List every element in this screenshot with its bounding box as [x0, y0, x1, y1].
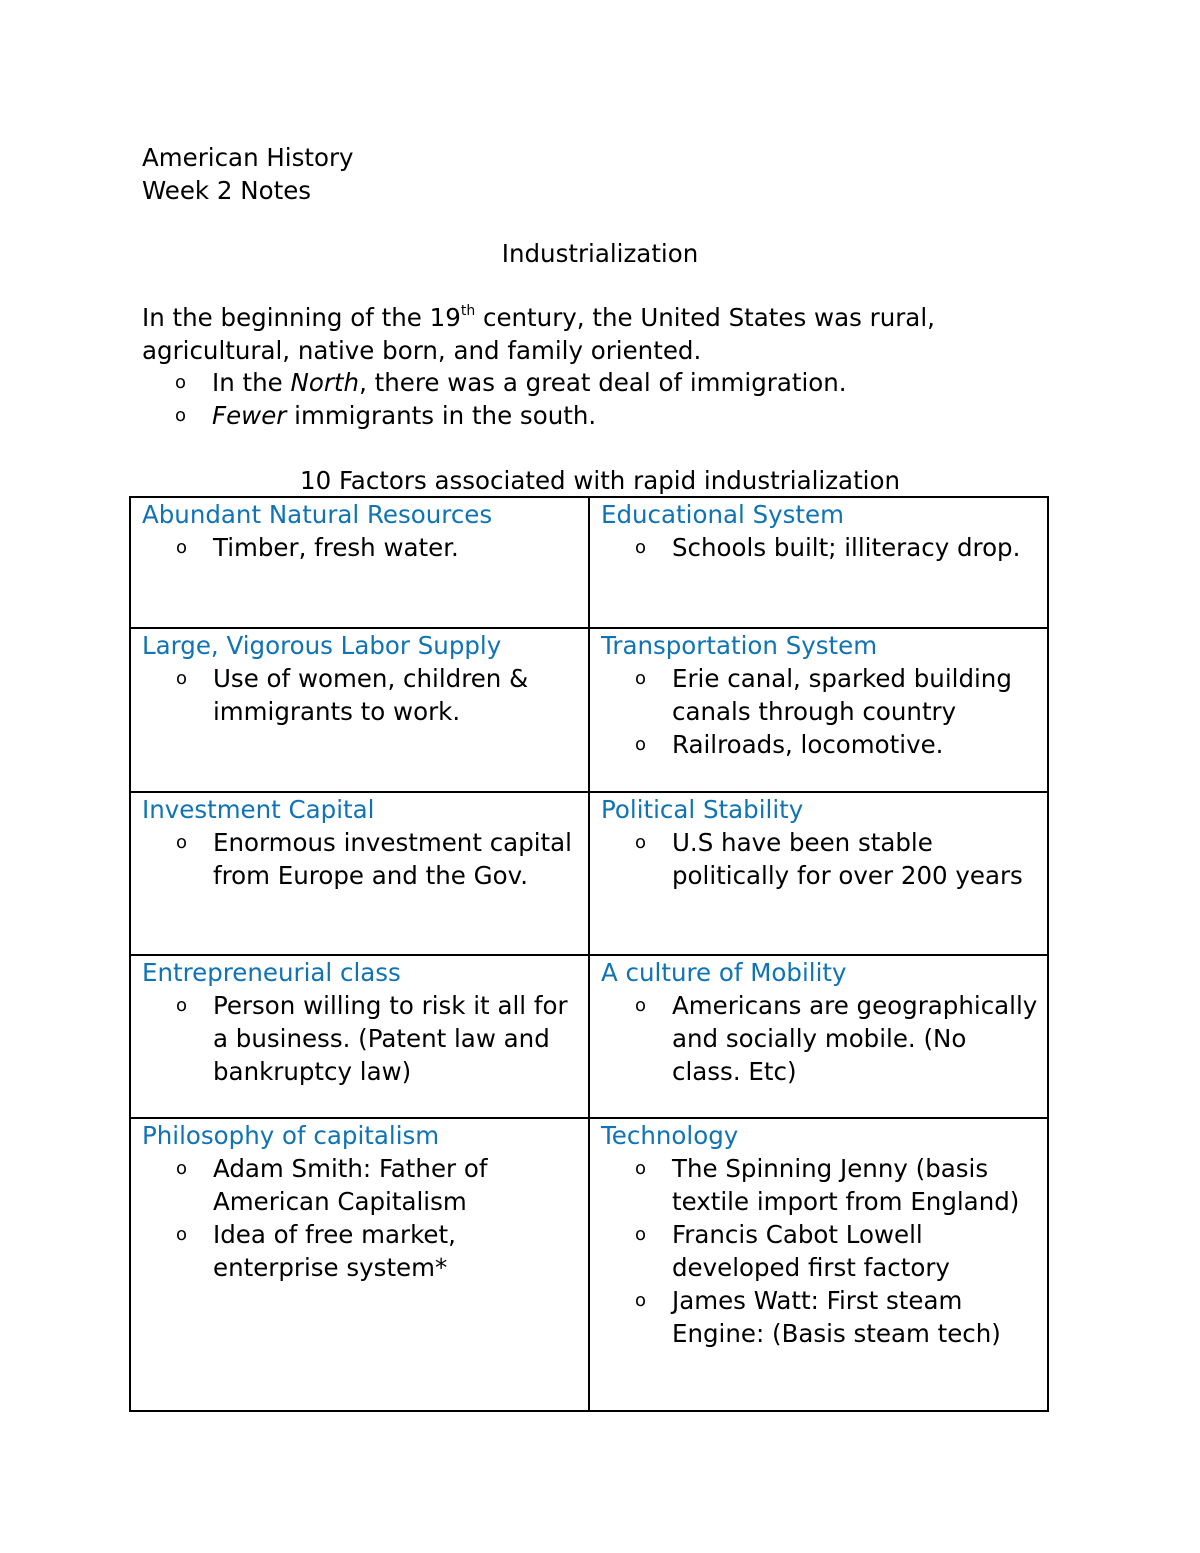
factor-point-text: Adam Smith: Father of American Capitalism [213, 1154, 488, 1216]
factor-point [635, 662, 1039, 728]
intro-bullet [175, 399, 596, 432]
bullet-icon: o [176, 1158, 188, 1179]
factor-cell [130, 792, 589, 955]
factor-heading: Transportation System [601, 631, 878, 660]
factors-row [130, 792, 1048, 955]
factor-heading: Investment Capital [142, 795, 375, 824]
factor-cell [589, 628, 1048, 792]
factor-point [176, 989, 580, 1088]
factor-heading: Educational System [601, 500, 844, 529]
bullet-icon: o [176, 537, 188, 558]
factors-row [130, 497, 1048, 628]
factor-point [635, 826, 1039, 892]
factor-point [176, 1152, 580, 1218]
factor-point [176, 531, 580, 564]
factor-point-text: Timber, fresh water. [213, 533, 459, 562]
factor-points [142, 826, 580, 892]
factors-row [130, 955, 1048, 1118]
factor-cell [130, 1118, 589, 1411]
factor-point-text: Erie canal, sparked building canals through country [672, 664, 1012, 726]
topic-title: Industrialization [501, 239, 699, 268]
factor-cell [130, 955, 589, 1118]
factor-heading: Large, Vigorous Labor Supply [142, 631, 502, 660]
factor-cell [589, 955, 1048, 1118]
factor-point-text: Idea of free market, enterprise system* [213, 1220, 456, 1282]
factor-cell [589, 792, 1048, 955]
factor-point [176, 662, 580, 728]
factor-points [142, 989, 580, 1088]
bullet-icon: o [176, 995, 188, 1016]
factor-point [635, 1284, 1039, 1350]
factor-points [601, 662, 1039, 761]
bullet-text: In the North, there was a great deal of immigration. [212, 368, 847, 397]
bullet-icon: o [175, 372, 187, 393]
factor-point [635, 1218, 1039, 1284]
bullet-icon: o [635, 995, 647, 1016]
factor-point-text: Person willing to risk it all for a business. (Patent law and bankruptcy law) [213, 991, 568, 1086]
factor-point [176, 1218, 580, 1284]
intro-superscript: th [460, 302, 476, 319]
factor-heading: Entrepreneurial class [142, 958, 401, 987]
factor-points [142, 1152, 580, 1284]
factor-point-text: Francis Cabot Lowell developed first factory [672, 1220, 950, 1282]
factor-point [635, 728, 1039, 761]
bullet-icon: o [635, 832, 647, 853]
factor-point-text: James Watt: First steam Engine: (Basis steam tech) [672, 1286, 1001, 1348]
factor-heading: Philosophy of capitalism [142, 1121, 440, 1150]
factors-row [130, 628, 1048, 792]
factor-point-text: U.S have been stable politically for over 200 years [672, 828, 1023, 890]
factor-point-text: Enormous investment capital from Europe and the Gov. [213, 828, 572, 890]
bullet-icon: o [635, 537, 647, 558]
course-name: American History [142, 143, 354, 172]
factor-points [142, 662, 580, 728]
factor-cell [589, 1118, 1048, 1411]
bullet-icon: o [176, 832, 188, 853]
table-title: 10 Factors associated with rapid industrialization [300, 466, 900, 495]
factor-points [601, 826, 1039, 892]
factor-point-text: Schools built; illiteracy drop. [672, 533, 1021, 562]
factor-points [601, 989, 1039, 1088]
bullet-icon: o [176, 668, 188, 689]
factors-table [129, 496, 1049, 1412]
factor-point-text: The Spinning Jenny (basis textile import from England) [672, 1154, 1020, 1216]
factor-cell [130, 497, 589, 628]
factor-points [142, 531, 580, 564]
factor-point [635, 1152, 1039, 1218]
factor-point-text: Railroads, locomotive. [672, 730, 944, 759]
bullet-icon: o [635, 1290, 647, 1311]
bullet-icon: o [635, 734, 647, 755]
factor-point [635, 531, 1039, 564]
week-label: Week 2 Notes [142, 176, 312, 205]
intro-paragraph [142, 301, 1062, 367]
factor-heading: Political Stability [601, 795, 804, 824]
bullet-icon: o [635, 1158, 647, 1179]
factor-cell [130, 628, 589, 792]
factor-heading: Abundant Natural Resources [142, 500, 493, 529]
factor-points [601, 531, 1039, 564]
factor-cell [589, 497, 1048, 628]
bullet-icon: o [635, 668, 647, 689]
factors-row [130, 1118, 1048, 1411]
intro-text-a: In the beginning of the 19 [142, 303, 461, 332]
factor-point-text: Use of women, children & immigrants to work. [213, 664, 529, 726]
intro-bullet [175, 366, 847, 399]
factor-heading: A culture of Mobility [601, 958, 847, 987]
factor-heading: Technology [601, 1121, 739, 1150]
bullet-icon: o [635, 1224, 647, 1245]
intro-text-b: century, the United States was rural, agricultural, native born, and family oriented. [142, 303, 935, 365]
factor-point [176, 826, 580, 892]
factor-points [601, 1152, 1039, 1350]
bullet-icon: o [176, 1224, 188, 1245]
bullet-icon: o [175, 405, 187, 426]
factor-point-text: Americans are geographically and socially mobile. (No class. Etc) [672, 991, 1038, 1086]
bullet-text: Fewer immigrants in the south. [212, 401, 597, 430]
factor-point [635, 989, 1039, 1088]
